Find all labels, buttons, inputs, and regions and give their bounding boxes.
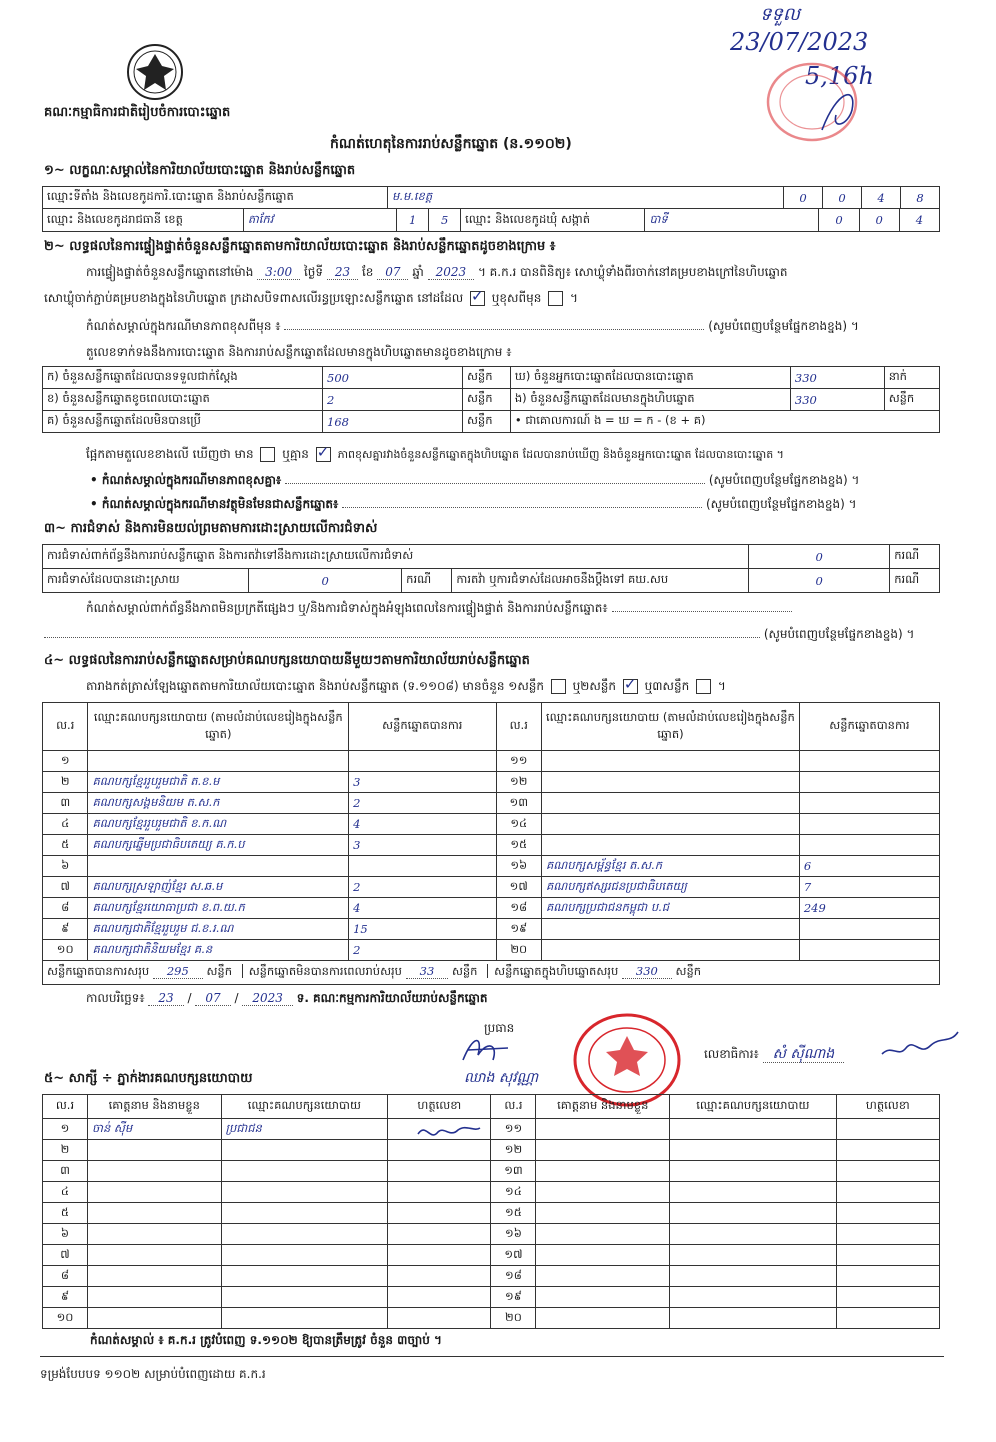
results-row-no: ៦: [43, 856, 88, 877]
figures-intro: តួលេខទាក់ទងនឹងការបោះឆ្នោត និងការរាប់សន្លឹកឆ្នោតដែលមានក្នុងហិបឆ្នោតមានដូចខាងក្រោម ៖: [86, 345, 512, 359]
witness-row-party: [670, 1245, 837, 1266]
witness-row-no: ៧: [43, 1245, 88, 1266]
witness-party-header-right: ឈ្មោះគណបក្សនយោបាយ: [670, 1095, 837, 1119]
witness-row-party: [670, 1308, 837, 1329]
results-row-votes: 4: [349, 814, 496, 835]
results-row-no: ៣: [43, 793, 88, 814]
results-row-no: ១: [43, 751, 88, 772]
results-row: [43, 856, 940, 877]
results-row: [43, 814, 940, 835]
appeal-unit: ករណី: [890, 569, 940, 593]
witness-row-signature: [836, 1224, 939, 1245]
results-row-no: ១៨: [496, 898, 541, 919]
witness-row-signature: [388, 1203, 491, 1224]
unused-ballots-label: គ) ចំនួនសន្លឹកឆ្នោតដែលមិនបានប្រើ: [43, 411, 323, 433]
verification-year: 2023: [428, 265, 475, 280]
witness-sig-header-right: ហត្ថលេខា: [836, 1095, 939, 1119]
box-total-unit: សន្លឹក: [675, 964, 702, 978]
witness-row-signature: [836, 1140, 939, 1161]
witness-row-no: ១៨: [491, 1266, 536, 1287]
final-note: កំណត់សម្គាល់ ៖ គ.ក.រ ត្រូវបំពេញ ទ.១១០២ ឱ្យបានត្រឹមត្រូវ ចំនួន ៣ច្បាប់ ។: [90, 1333, 442, 1347]
witness-row-no: ៦: [43, 1224, 88, 1245]
witness-row-signature: [836, 1287, 939, 1308]
complaints-label: ការជំទាស់ពាក់ព័ន្ធនឹងការរាប់សន្លឹកឆ្នោត និងការតវ៉ាទៅនឹងការដោះស្រាយលើការជំទាស់: [43, 545, 749, 569]
results-row-votes: [349, 856, 496, 877]
witness-row-name: [536, 1203, 670, 1224]
voters-unit: នាក់: [884, 367, 939, 389]
witness-row-no: ១៩: [491, 1287, 536, 1308]
results-row-party: គណបក្សសម្ព័ន្ធខ្មែរ ត.ស.ក: [541, 856, 799, 877]
date-day: 23: [148, 991, 183, 1006]
section-4-title: ៤~ លទ្ធផលនៃការរាប់សន្លឹកឆ្នោតសម្រាប់គណបក្សនយោបាយនីមួយៗតាមការិយាល័យរាប់សន្លឹកឆ្នោត: [44, 653, 530, 668]
witness-row-name: [536, 1140, 670, 1161]
received-ballots-value: 500: [323, 367, 463, 389]
valid-total-unit: សន្លឹក: [206, 964, 233, 978]
section-2-title: ២~ លទ្ធផលនៃការផ្ទៀងផ្ទាត់ចំនួនសន្លឹកឆ្នោតតាមការិយាល័យបោះឆ្នោត និងរាប់សន្លឹកឆ្នោតដូចខាងក្រោម ៖: [44, 239, 556, 254]
results-row-no: ១៦: [496, 856, 541, 877]
change-note-label: កំណត់សម្គាល់ក្នុងករណីមានភាពខុសពីមុន ៖: [86, 319, 281, 333]
witness-row-name: [88, 1203, 222, 1224]
results-row-no: ១៣: [496, 793, 541, 814]
witness-no-header-right: ល.រ: [491, 1095, 536, 1119]
witness-row: [43, 1182, 940, 1203]
discrepancy-has-label: ផ្អែកតាមតួលេខខាងលើ ឃើញថា មាន: [86, 447, 254, 461]
results-row-party: [541, 751, 799, 772]
witness-row-no: ៤: [43, 1182, 88, 1203]
results-row-votes: [799, 751, 939, 772]
chair-title: ប្រធាន: [484, 1021, 515, 1035]
invalid-total-label: សន្លឹកឆ្នោតមិនបានការពេលរាប់សរុប: [248, 964, 402, 978]
witness-row-name: [536, 1119, 670, 1140]
witness-signature: [414, 1120, 484, 1144]
witness-row: [43, 1224, 940, 1245]
secretary-line: [704, 1044, 844, 1065]
witness-row-name: [88, 1182, 222, 1203]
witness-name-header-right: គោត្តនាម និងនាមខ្លួន: [536, 1095, 670, 1119]
footer-divider: [40, 1356, 944, 1357]
secretary-signature: [880, 1026, 960, 1066]
resolved-unit: ករណី: [402, 569, 452, 593]
received-ballots-unit: សន្លឹក: [462, 367, 510, 389]
witness-row-name: [536, 1161, 670, 1182]
witness-row-signature: [388, 1182, 491, 1203]
results-row-party: [541, 793, 799, 814]
foreign-object-note-row: [90, 496, 946, 514]
witness-row: [43, 1203, 940, 1224]
results-row-no: ១២: [496, 772, 541, 793]
results-row-votes: 15: [349, 919, 496, 940]
results-row-votes: [799, 940, 939, 961]
witness-row-signature: [836, 1245, 939, 1266]
witness-row-name: [88, 1161, 222, 1182]
irregularity-note-line-2: [44, 626, 944, 644]
date-month: 07: [195, 991, 230, 1006]
results-row-no: ១៥: [496, 835, 541, 856]
results-row-party: [541, 940, 799, 961]
verification-time-label: ការផ្ទៀងផ្ទាត់ចំនួនសន្លឹកឆ្នោតនៅម៉ោង: [86, 265, 254, 279]
results-row-votes: [799, 793, 939, 814]
results-row-no: ១៧: [496, 877, 541, 898]
results-row-party: គណបក្សខ្មែររួបរួមជាតិ ខ.ក.ណ: [88, 814, 349, 835]
witness-row-party: [670, 1224, 837, 1245]
results-row: [43, 919, 940, 940]
results-row-party: គណបក្សសង្គមនិយម ត.ស.ក: [88, 793, 349, 814]
commune-code-2: 0: [859, 209, 899, 231]
results-party-header-left: ឈ្មោះគណបក្សនយោបាយ (តាមលំដាប់លេខរៀងក្នុងសន្លឹកឆ្នោត): [88, 703, 349, 751]
verification-hour: 3:00: [257, 265, 300, 280]
results-row-party: [88, 751, 349, 772]
changed-checkbox[interactable]: [548, 291, 563, 306]
document-title: កំណត់ហេតុនៃការរាប់សន្លឹកឆ្នោត (ន.១១០២): [330, 136, 572, 152]
witness-sig-header-left: ហត្ថលេខា: [388, 1095, 491, 1119]
witness-row-signature: [388, 1224, 491, 1245]
difference-note-row: [90, 472, 946, 490]
committee-label: ទ. គណៈកម្មការការិយាល័យរាប់សន្លឹកឆ្នោត: [296, 991, 488, 1005]
witness-row: [43, 1161, 940, 1182]
section-1-table: [42, 186, 940, 232]
results-row: [43, 793, 940, 814]
witness-row-name: [88, 1287, 222, 1308]
results-row: [43, 877, 940, 898]
results-row-votes: [799, 835, 939, 856]
witness-row-no: ១២: [491, 1140, 536, 1161]
invalid-total-value: 33: [406, 964, 449, 979]
results-row-party: គណបក្សជាតិខ្មែររួបរួម ជ.ខ.រ.ណ: [88, 919, 349, 940]
results-votes-header-right: សន្លឹកឆ្នោតបានការ: [799, 703, 939, 751]
results-row-votes: 249: [799, 898, 939, 919]
witness-row-no: ១៦: [491, 1224, 536, 1245]
results-row-no: ១៤: [496, 814, 541, 835]
difference-note-tail: (សូមបំពេញបន្ថែមផ្នែកខាងខ្នង) ។: [708, 473, 860, 487]
formula-note: • ជាគោលការណ៍ ង = ឃ = ក - (ខ + គ): [510, 411, 939, 433]
witness-row-no: ១៥: [491, 1203, 536, 1224]
invalid-total-unit: សន្លឹក: [451, 964, 478, 978]
two-sheets-checkbox[interactable]: [623, 679, 638, 694]
results-row-votes: [799, 814, 939, 835]
valid-total-label: សន្លឹកឆ្នោតបានការសរុប: [47, 964, 150, 978]
foreign-object-note-tail: (សូមបំពេញបន្ថែមផ្នែកខាងខ្នង) ។: [705, 497, 857, 511]
witness-row-no: ៣: [43, 1161, 88, 1182]
location-code-3: 4: [862, 187, 901, 209]
witness-row-signature: [388, 1266, 491, 1287]
witness-row: [43, 1140, 940, 1161]
witness-row-signature: [388, 1161, 491, 1182]
complaints-value: 0: [749, 545, 890, 569]
results-row-no: ៨: [43, 898, 88, 919]
province-code-2: 5: [429, 209, 461, 231]
results-row-votes: 2: [349, 793, 496, 814]
commune-label: ឈ្មោះ និងលេខកូដឃុំ សង្កាត់: [461, 209, 645, 231]
results-row-votes: [799, 919, 939, 940]
section-3-title: ៣~ ការជំទាស់ និងការមិនយល់ព្រមតាមការដោះស្រាយលើការជំទាស់: [44, 521, 378, 536]
witness-row: [43, 1119, 940, 1140]
change-note-tail: (សូមបំពេញបន្ថែមផ្នែកខាងខ្នង) ។: [708, 319, 859, 333]
results-row-party: គណបក្សខ្មែរយោធាប្រជា ខ.ព.យ.ក: [88, 898, 349, 919]
witness-row: [43, 1245, 940, 1266]
results-row-votes: 4: [349, 898, 496, 919]
witness-row-party: [221, 1245, 388, 1266]
figures-table: [42, 366, 940, 433]
witness-row-no: ១: [43, 1119, 88, 1140]
witness-party-header-left: ឈ្មោះគណបក្សនយោបាយ: [221, 1095, 388, 1119]
verification-check-text: ។ គ.ក.រ បានពិនិត្យ៖ សោឃ្លុំទាំងពីរចាក់នៅគម្របខាងក្រៅនៃហិបឆ្នោត: [477, 265, 788, 279]
date-year: 2023: [242, 991, 293, 1006]
results-row-no: ២: [43, 772, 88, 793]
secretary-label: លេខាធិការ៖: [704, 1047, 759, 1061]
results-row-no: ១១: [496, 751, 541, 772]
witness-row-name: [536, 1287, 670, 1308]
resolved-value: 0: [249, 569, 402, 593]
location-code-1: 0: [784, 187, 823, 209]
results-row: [43, 940, 940, 961]
witness-row-party: [221, 1287, 388, 1308]
witness-row-no: ៨: [43, 1266, 88, 1287]
discrepancy-no-checkbox[interactable]: [316, 447, 331, 462]
witness-row-party: [670, 1140, 837, 1161]
witness-row-party: [670, 1203, 837, 1224]
spoiled-ballots-label: ខ) ចំនួនសន្លឹកឆ្នោតខូចពេលបោះឆ្នោត: [43, 389, 323, 411]
voters-label: ឃ) ចំនួនអ្នកបោះឆ្នោតដែលបានបោះឆ្នោត: [510, 367, 790, 389]
location-value: ម.ម.ខេត្ត: [388, 187, 784, 209]
commune-code-1: 0: [819, 209, 859, 231]
results-row-votes: 2: [349, 940, 496, 961]
complaints-table: [42, 544, 940, 593]
witness-row-name: [88, 1266, 222, 1287]
witness-row-no: ១០: [43, 1308, 88, 1329]
witness-row-party: [221, 1203, 388, 1224]
witness-row-signature: [836, 1308, 939, 1329]
results-row-no: ៤: [43, 814, 88, 835]
one-sheet-checkbox[interactable]: [551, 679, 566, 694]
results-row-party: [541, 919, 799, 940]
witness-row: [43, 1266, 940, 1287]
results-no-header-right: ល.រ: [496, 703, 541, 751]
nec-emblem: [122, 42, 188, 102]
box-ballots-value: 330: [790, 389, 884, 411]
witness-row-signature: [388, 1287, 491, 1308]
witness-row-party: ប្រជាជន: [221, 1119, 388, 1140]
location-code-4: 8: [901, 187, 940, 209]
chair-name: ឈាង សុវណ្ណា: [464, 1070, 539, 1086]
location-label: ឈ្មោះទីតាំង និងលេខកូដការិ.បោះឆ្នោត និងរាប់សន្លឹកឆ្នោត: [43, 187, 388, 209]
irregularity-note: [86, 600, 946, 618]
commune-value: បាទី: [645, 209, 819, 231]
witness-row-signature: [836, 1119, 939, 1140]
results-row-votes: 6: [799, 856, 939, 877]
three-sheets-label: ឬ៣សន្លឹក: [644, 679, 690, 693]
form-footer: ទម្រង់បែបបទ ១១០២ សម្រាប់បំពេញដោយ គ.ក.រ: [40, 1367, 266, 1381]
changed-label: ឬខុសពីមុន: [491, 291, 542, 305]
witness-row-no: ១៣: [491, 1161, 536, 1182]
verification-line-2: សោឃ្លុំចាក់ភ្ជាប់គម្របខាងក្នុងនៃហិបឆ្នោត ក្រដាសបិទពាសលើរន្ធប្រឡោះសន្លឹកឆ្នោត នៅដដែល ✓ ឬខុសពីមុន ។: [44, 290, 578, 308]
results-row-party: គណបក្សឥស្សរជនប្រជាធិបតេយ្យ: [541, 877, 799, 898]
results-table: [42, 702, 940, 985]
day-label: ថ្ងៃទី: [303, 265, 323, 279]
witness-row-signature: [388, 1308, 491, 1329]
tally-sheets-text: តារាងកត់ត្រាស់ឡែងឆ្នោតតាមការិយាល័យបោះឆ្នោត និងរាប់សន្លឹកឆ្នោត (ទ.១១០៨) មានចំនួន ១សន្លឹក: [86, 679, 544, 693]
received-ballots-label: ក) ចំនួនសន្លឹកឆ្នោតដែលបានទទួលជាក់ស្តែង: [43, 367, 323, 389]
valid-total-value: 295: [153, 964, 203, 979]
results-totals-row: [43, 961, 940, 985]
witness-row-no: ១៧: [491, 1245, 536, 1266]
witness-row-name: [88, 1308, 222, 1329]
results-row-party: [88, 856, 349, 877]
unused-ballots-unit: សន្លឹក: [462, 411, 510, 433]
results-row: [43, 835, 940, 856]
witness-row-no: ៥: [43, 1203, 88, 1224]
witness-row-no: ២: [43, 1140, 88, 1161]
verification-line-1: [86, 264, 942, 282]
results-row-party: គណបក្សស្រឡាញ់ខ្មែរ ស.ឆ.ម: [88, 877, 349, 898]
province-value: តាកែវ: [243, 209, 396, 231]
box-total-label: សន្លឹកឆ្នោតក្នុងហិបឆ្នោតសរុប: [494, 964, 619, 978]
results-row: [43, 898, 940, 919]
spoiled-ballots-value: 2: [323, 389, 463, 411]
witness-row-no: ១៤: [491, 1182, 536, 1203]
receipt-stamp: [762, 60, 862, 145]
results-row-party: គណបក្សជាតិនិយមខ្មែរ គ.ន: [88, 940, 349, 961]
witness-row: [43, 1287, 940, 1308]
results-row-party: គណបក្សខ្មែររួបរួមជាតិ ត.ខ.ម: [88, 772, 349, 793]
year-label: ឆ្នាំ: [412, 265, 424, 279]
witness-row-party: [670, 1266, 837, 1287]
witness-row-signature: [388, 1245, 491, 1266]
commune-code-3: 4: [915, 213, 924, 227]
three-sheets-checkbox[interactable]: [696, 679, 711, 694]
two-sheets-label: ឬ២សន្លឹក: [572, 679, 617, 693]
witness-row-name: [88, 1245, 222, 1266]
unchanged-checkbox[interactable]: [470, 291, 485, 306]
results-row-party: គណបក្សប្រជាជនកម្ពុជា ប.ជ: [541, 898, 799, 919]
chair-signature: [458, 1030, 518, 1070]
month-label: ខែ: [361, 265, 374, 279]
results-row-votes: 2: [349, 877, 496, 898]
receipt-note-1: ទទួល: [760, 4, 800, 25]
witness-row-name: ចាន់ ស៊ីម: [88, 1119, 222, 1140]
witness-row-no: ១១: [491, 1119, 536, 1140]
witness-row-name: [536, 1224, 670, 1245]
results-row-votes: [799, 772, 939, 793]
seal-status-text: សោឃ្លុំចាក់ភ្ជាប់គម្របខាងក្នុងនៃហិបឆ្នោត ក្រដាសបិទពាសលើរន្ធប្រឡោះសន្លឹកឆ្នោត នៅដដែល: [44, 291, 464, 305]
results-row: [43, 772, 940, 793]
results-row-no: ១០: [43, 940, 88, 961]
witness-row-party: [221, 1266, 388, 1287]
witness-row-signature: [836, 1182, 939, 1203]
discrepancy-text: ភាពខុសគ្នារវាងចំនួនសន្លឹកឆ្នោតក្នុងហិបឆ្នោត ដែលបានរាប់ឃើញ និងចំនួនអ្នកបោះឆ្នោត ដែលបានបោះឆ្នោត ។: [337, 448, 784, 461]
results-party-header-right: ឈ្មោះគណបក្សនយោបាយ (តាមលំដាប់លេខរៀងក្នុងសន្លឹកឆ្នោត): [541, 703, 799, 751]
witness-row-party: [670, 1119, 837, 1140]
receipt-note-2: 23/07/2023: [730, 28, 869, 56]
results-row-votes: [349, 751, 496, 772]
box-ballots-label: ង) ចំនួនសន្លឹកឆ្នោតដែលមានក្នុងហិបឆ្នោត: [510, 389, 790, 411]
verification-month: 07: [377, 265, 408, 280]
irregularity-note-label: កំណត់សម្គាល់ពាក់ព័ន្ធនឹងភាពមិនប្រក្រតីផ្សេងៗ ឬ/និងការជំទាស់ក្នុងអំឡុងពេលនៃការផ្ទៀងផ្ទាត់ និងការរាប់សន្លឹកឆ្នោត៖: [86, 601, 608, 615]
witness-row-signature: [836, 1161, 939, 1182]
witness-row-signature: [836, 1266, 939, 1287]
section-1-title: ១~ លក្ខណៈសម្គាល់នៃការិយាល័យបោះឆ្នោត និងរាប់សន្លឹកឆ្នោត: [44, 163, 356, 178]
witness-row-no: ៩: [43, 1287, 88, 1308]
witness-row-party: [670, 1161, 837, 1182]
irregularity-note-tail: (សូមបំពេញបន្ថែមផ្នែកខាងខ្នង) ។: [763, 627, 915, 641]
witness-row-party: [670, 1182, 837, 1203]
verification-day: 23: [327, 265, 358, 280]
box-ballots-unit: សន្លឹក: [884, 389, 939, 411]
witness-row-party: [221, 1161, 388, 1182]
discrepancy-line: [86, 446, 784, 464]
witness-row-no: ២០: [491, 1308, 536, 1329]
province-code-1: 1: [397, 209, 429, 231]
appeal-label: ការតវ៉ា ឬការជំទាស់ដែលអាចនឹងប្តឹងទៅ គឃ.សប: [452, 569, 749, 593]
secretary-name: សំ ស៊ីណាង: [763, 1046, 845, 1063]
box-total-value: 330: [622, 964, 672, 979]
discrepancy-yes-checkbox[interactable]: [260, 447, 275, 462]
witness-row-name: [536, 1182, 670, 1203]
witness-row-party: [221, 1308, 388, 1329]
results-row-votes: 3: [349, 772, 496, 793]
witness-row-party: [221, 1224, 388, 1245]
results-row-votes: 3: [349, 835, 496, 856]
difference-note-label: • កំណត់សម្គាល់ក្នុងករណីមានភាពខុសគ្នា៖: [90, 473, 282, 487]
results-row-no: ៥: [43, 835, 88, 856]
witness-row-party: [221, 1182, 388, 1203]
witness-row-name: [536, 1245, 670, 1266]
results-row-party: [541, 814, 799, 835]
results-no-header-left: ល.រ: [43, 703, 88, 751]
complaints-unit: ករណី: [890, 545, 940, 569]
province-label: ឈ្មោះ និងលេខកូដរាជធានី ខេត្ត: [43, 209, 243, 231]
results-row-votes: 7: [799, 877, 939, 898]
witness-name-header-left: គោត្តនាម និងនាមខ្លួន: [88, 1095, 222, 1119]
witness-row-signature: [836, 1203, 939, 1224]
tally-sheets-line: តារាងកត់ត្រាស់ឡែងឆ្នោតតាមការិយាល័យបោះឆ្នោត និងរាប់សន្លឹកឆ្នោត (ទ.១១០៨) មានចំនួន ១សន្លឹក ឬ២សន្លឹក ✓ ឬ៣សន្លឹក ។: [86, 678, 726, 696]
results-row-no: ៩: [43, 919, 88, 940]
change-note-row: [86, 318, 946, 336]
section-5-title: ៥~ សាក្សី ÷ ភ្នាក់ងារគណបក្សនយោបាយ: [44, 1071, 253, 1086]
results-votes-header-left: សន្លឹកឆ្នោតបានការ: [349, 703, 496, 751]
receipt-note-3: 5,16h: [805, 62, 874, 90]
witness-row: [43, 1308, 940, 1329]
results-row: [43, 751, 940, 772]
foreign-object-note-label: • កំណត់សម្គាល់ក្នុងករណីមានវត្ថុមិនមែនជាសន្លឹកឆ្នោត៖: [90, 497, 339, 511]
witness-row-party: [670, 1287, 837, 1308]
results-row-no: ៧: [43, 877, 88, 898]
witness-no-header-left: ល.រ: [43, 1095, 88, 1119]
org-name: គណៈកម្មាធិការជាតិរៀបចំការបោះឆ្នោត: [44, 105, 231, 120]
witness-row-name: [536, 1266, 670, 1287]
date-line: កាលបរិច្ឆេទ៖ 23 / 07 / 2023 ទ. គណៈកម្មការការិយាល័យរាប់សន្លឹកឆ្នោត: [86, 991, 488, 1005]
date-label: កាលបរិច្ឆេទ៖: [86, 991, 145, 1005]
resolved-label: ការជំទាស់ដែលបានដោះស្រាយ: [43, 569, 249, 593]
results-row-no: ១៩: [496, 919, 541, 940]
witness-row-party: [221, 1140, 388, 1161]
witness-row-name: [88, 1140, 222, 1161]
appeal-value: 0: [749, 569, 890, 593]
voters-value: 330: [790, 367, 884, 389]
witness-table: [42, 1094, 940, 1329]
spoiled-ballots-unit: សន្លឹក: [462, 389, 510, 411]
witness-row-name: [536, 1308, 670, 1329]
results-row-no: ២០: [496, 940, 541, 961]
witness-row-name: [88, 1224, 222, 1245]
discrepancy-none-label: ឬគ្មាន: [282, 447, 309, 461]
results-row-party: [541, 772, 799, 793]
unused-ballots-value: 168: [323, 411, 463, 433]
results-row-party: [541, 835, 799, 856]
results-row-party: គណបក្សឆ្នើមប្រជាធិបតេយ្យ គ.ក.ប: [88, 835, 349, 856]
location-code-2: 0: [823, 187, 862, 209]
